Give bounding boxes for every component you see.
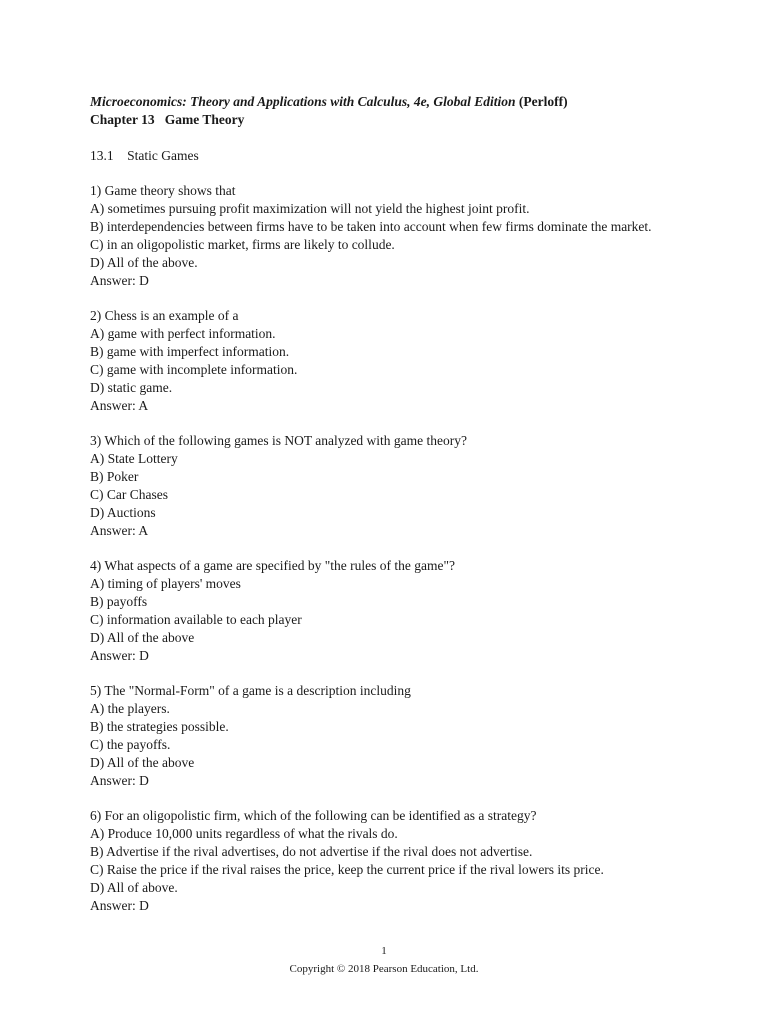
option-b: B) Advertise if the rival advertises, do not advertise if the rival does not advertise. bbox=[90, 844, 533, 859]
option-a: A) the players. bbox=[90, 701, 170, 716]
option-c: C) in an oligopolistic market, firms are likely to collude. bbox=[90, 237, 395, 252]
answer: Answer: A bbox=[90, 523, 149, 538]
option-c: C) information available to each player bbox=[90, 612, 302, 627]
question-3 bbox=[90, 432, 708, 540]
option-c: C) the payoffs. bbox=[90, 737, 171, 752]
question-5 bbox=[90, 682, 708, 790]
question-stem: 2) Chess is an example of a bbox=[90, 308, 239, 323]
copyright-notice: Copyright © 2018 Pearson Education, Ltd. bbox=[289, 963, 479, 975]
question-1 bbox=[90, 182, 708, 290]
option-d: D) Auctions bbox=[90, 505, 156, 520]
option-d: D) All of the above bbox=[90, 755, 195, 770]
option-a: A) game with perfect information. bbox=[90, 326, 276, 341]
page-number: 1 bbox=[381, 945, 387, 957]
book-author: (Perloff) bbox=[515, 94, 568, 109]
option-b: B) the strategies possible. bbox=[90, 719, 229, 734]
option-c: C) game with incomplete information. bbox=[90, 362, 298, 377]
option-d: D) All of above. bbox=[90, 880, 178, 895]
option-b: B) payoffs bbox=[90, 594, 148, 609]
answer: Answer: D bbox=[90, 898, 149, 913]
question-stem: 5) The "Normal-Form" of a game is a description including bbox=[90, 683, 411, 698]
option-d: D) All of the above. bbox=[90, 255, 198, 270]
option-d: D) All of the above bbox=[90, 630, 195, 645]
question-stem: 1) Game theory shows that bbox=[90, 183, 236, 198]
section-heading: 13.1 Static Games bbox=[90, 148, 199, 163]
option-b: B) Poker bbox=[90, 469, 139, 484]
book-title bbox=[90, 93, 708, 111]
chapter-title: Chapter 13 Game Theory bbox=[90, 112, 245, 127]
answer: Answer: D bbox=[90, 773, 149, 788]
book-title-italic: Microeconomics: Theory and Applications with Calculus, 4e, Global Edition bbox=[90, 94, 516, 109]
option-b: B) game with imperfect information. bbox=[90, 344, 290, 359]
option-c: C) Car Chases bbox=[90, 487, 168, 502]
answer: Answer: D bbox=[90, 273, 149, 288]
option-c: C) Raise the price if the rival raises the price, keep the current price if the rival lowers its price. bbox=[90, 862, 604, 877]
answer: Answer: D bbox=[90, 648, 149, 663]
question-4 bbox=[90, 557, 708, 665]
option-a: A) State Lottery bbox=[90, 451, 178, 466]
question-stem: 3) Which of the following games is NOT analyzed with game theory? bbox=[90, 433, 468, 448]
question-stem: 4) What aspects of a game are specified by "the rules of the game"? bbox=[90, 558, 455, 573]
question-6 bbox=[90, 807, 708, 915]
option-a: A) Produce 10,000 units regardless of what the rivals do. bbox=[90, 826, 398, 841]
question-stem: 6) For an oligopolistic firm, which of the following can be identified as a strategy? bbox=[90, 808, 537, 823]
option-d: D) static game. bbox=[90, 380, 173, 395]
answer: Answer: A bbox=[90, 398, 149, 413]
option-b: B) interdependencies between firms have to be taken into account when few firms dominate the market. bbox=[90, 219, 652, 234]
option-a: A) timing of players' moves bbox=[90, 576, 241, 591]
question-2 bbox=[90, 307, 708, 415]
option-a: A) sometimes pursuing profit maximization will not yield the highest joint profit. bbox=[90, 201, 530, 216]
